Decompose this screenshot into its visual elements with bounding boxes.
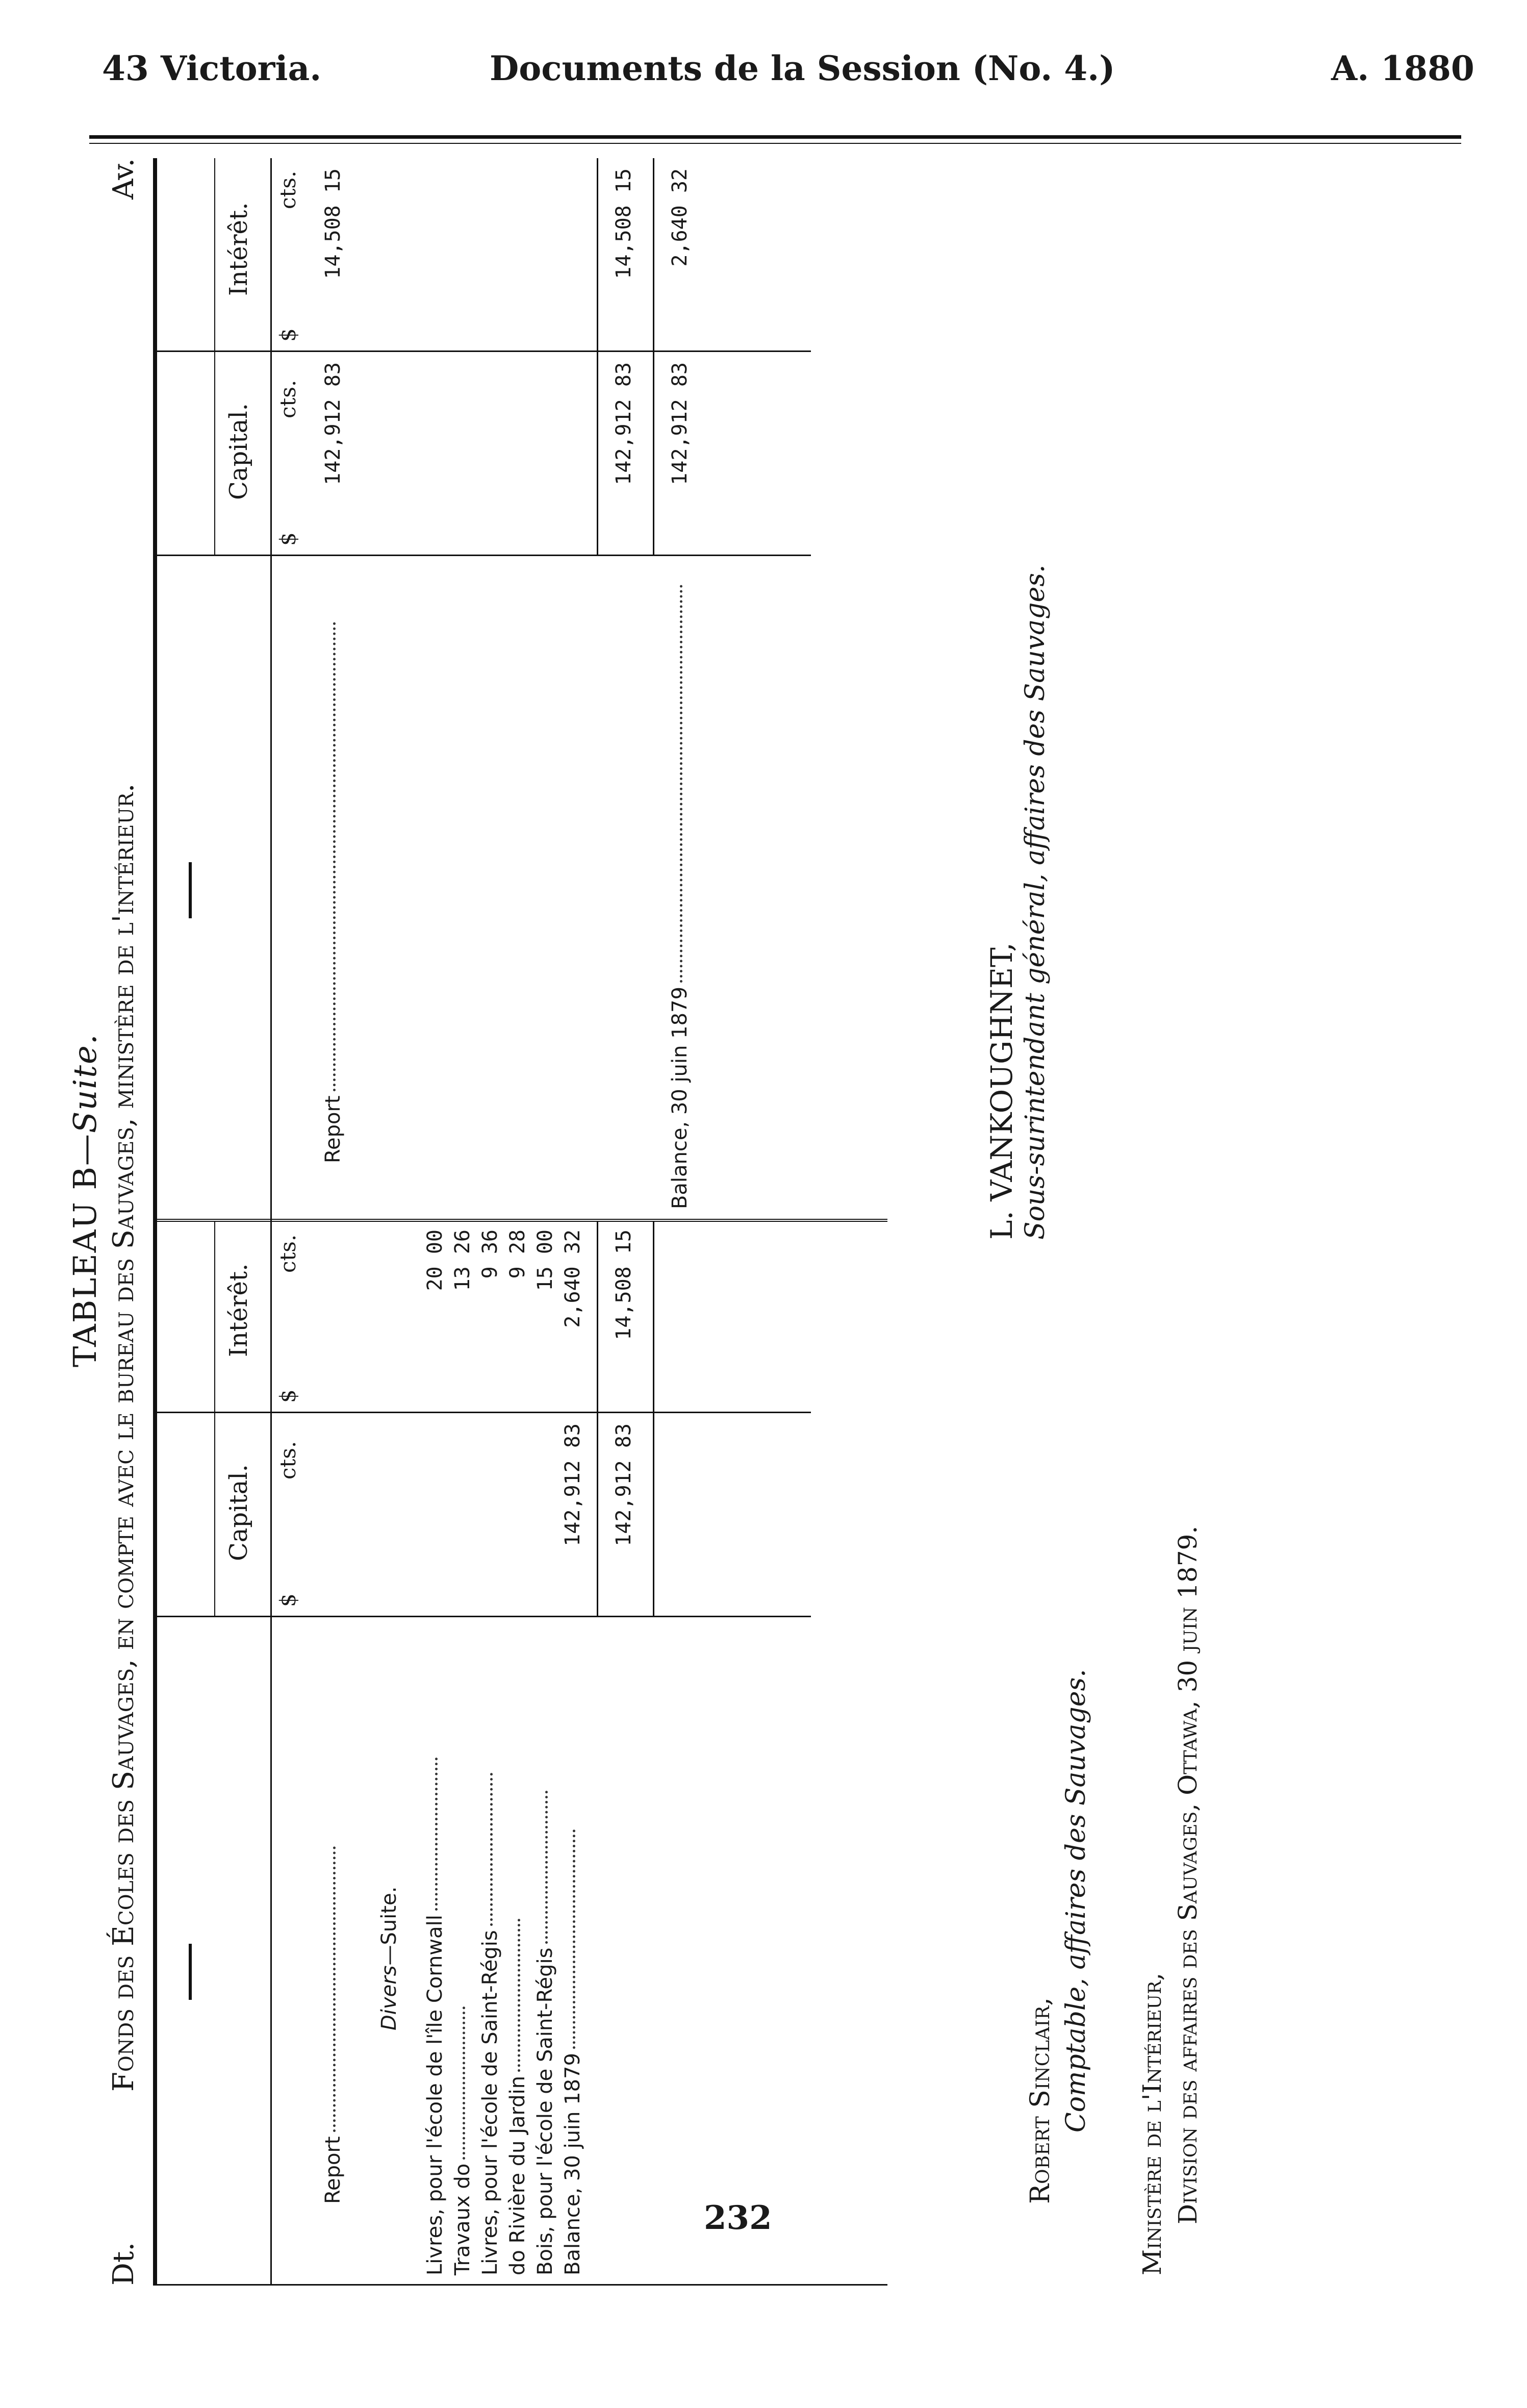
row-bois-saint-regis [533, 1791, 557, 2275]
right-balance-label: Balance, 30 juin 1879 [668, 986, 692, 1209]
left-report-row [321, 1846, 345, 2204]
right-report-row [321, 622, 345, 1163]
divers-heading [377, 1887, 401, 2030]
division-line: Division des affaires des Sauvages, Ottawa, 30 juin 1879. [1173, 1525, 1203, 2224]
right-signatory-title: Sous-surintendant général, affaires des Sauvages. [1020, 564, 1051, 1240]
row-label: Bois, pour l'école de Saint-Régis [533, 1947, 557, 2275]
row-label: Livres, pour l'école de Saint-Régis [478, 1930, 502, 2275]
ministry-line: Ministère de l'Intérieur, [1137, 1972, 1167, 2275]
table-left-edge [153, 2284, 887, 2286]
row-livres-cornwall [423, 1758, 447, 2275]
interet-riviere-du-jardin: 9 28 [506, 1230, 529, 1279]
left-signatory-title: Comptable, affaires des Sauvages. [1061, 1669, 1091, 2133]
leader-dots [333, 622, 336, 1091]
right-interet-header: Intérêt. [224, 202, 253, 296]
right-interet-cts: cts. [275, 170, 300, 209]
table-title [66, 1033, 104, 1367]
right-report-interet: 14,508 15 [321, 168, 345, 279]
table-middle-divider [153, 1219, 887, 1222]
left-capital-dollar: $ [275, 1593, 300, 1607]
row-label: Travaux do [451, 2163, 474, 2275]
debit-label: Dt. [107, 2242, 140, 2286]
divers-suite: —Suite. [377, 1886, 401, 1966]
right-interet-col-divider [153, 350, 811, 352]
left-total-rule [597, 1222, 598, 1617]
table-header-rule [270, 158, 272, 2286]
left-capital-header: Capital. [224, 1464, 253, 1561]
left-colhead-rule [214, 1222, 215, 1617]
row-livres-saint-regis [478, 1773, 502, 2275]
table-subtitle: Fonds des Écoles des Sauvages, en compte avec le bureau des Sauvages, ministère de l'intérieur. [107, 783, 140, 2092]
interet-cornwall: 20 00 [423, 1230, 447, 1291]
leader-dots [490, 1773, 493, 1926]
rotated-table-sheet [66, 158, 1443, 2286]
left-interet-dollar: $ [275, 1389, 300, 1403]
left-signatory-name: Robert Sinclair, [1025, 1997, 1056, 2204]
right-colhead-rule [214, 158, 215, 556]
divers-label: Divers [377, 1965, 401, 2030]
table-top-rule [153, 158, 157, 2286]
table-title-suite: Suite. [66, 1033, 104, 1133]
row-balance-left [561, 1829, 584, 2275]
left-total-capital: 142,912 83 [612, 1423, 635, 1546]
header-year: A. 1880 [1331, 48, 1474, 88]
right-capital-cts: cts. [275, 380, 300, 418]
row-label: do Rivière du Jardin [506, 2075, 529, 2275]
right-balance-interet: 2,640 32 [668, 168, 692, 267]
right-report-capital: 142,912 83 [321, 362, 345, 485]
left-interet-cts: cts. [275, 1234, 300, 1273]
right-total-capital: 142,912 83 [612, 362, 635, 485]
right-balance-row [668, 585, 692, 1209]
page-number: 232 [704, 2199, 772, 2237]
right-balance-capital: 142,912 83 [668, 362, 692, 485]
left-description-dash [189, 1944, 192, 2000]
interet-bois: 15 00 [533, 1230, 557, 1291]
left-capital-cts: cts. [275, 1441, 300, 1479]
left-capital-col-divider [153, 1616, 811, 1617]
leader-dots [573, 1829, 575, 2049]
row-travaux [451, 2006, 474, 2275]
right-signatory-name: L. VANKOUGHNET, [984, 942, 1019, 1240]
row-riviere-du-jardin [506, 1919, 529, 2275]
left-balance-capital: 142,912 83 [561, 1423, 584, 1546]
header-document-title: Documents de la Session (No. 4.) [490, 48, 1115, 88]
right-capital-header: Capital. [224, 403, 253, 500]
right-description-dash [189, 862, 192, 918]
right-total-underline [653, 158, 654, 556]
interet-travaux: 13 26 [451, 1230, 474, 1291]
interet-balance-left: 2,640 32 [561, 1230, 584, 1328]
leader-dots [545, 1791, 548, 1944]
header-rule-thin [89, 143, 1461, 144]
header-rule-thick [89, 135, 1461, 139]
left-report-label: Report [321, 2136, 345, 2204]
interet-saint-regis: 9 36 [478, 1230, 502, 1279]
left-interet-col-divider [153, 1412, 811, 1413]
leader-dots [680, 585, 682, 983]
right-total-interet: 14,508 15 [612, 168, 635, 279]
left-total-underline [653, 1222, 654, 1617]
leader-dots [333, 1846, 336, 2132]
row-label: Balance, 30 juin 1879 [561, 2052, 584, 2275]
leader-dots [518, 1919, 520, 2072]
credit-label: Av. [107, 158, 140, 199]
right-capital-dollar: $ [275, 532, 300, 546]
right-capital-col-divider [153, 555, 811, 556]
header-session-year: 43 Victoria. [102, 48, 322, 88]
table-title-main: TABLEAU B— [66, 1133, 104, 1367]
right-total-rule [597, 158, 598, 556]
right-interet-dollar: $ [275, 328, 300, 342]
left-interet-header: Intérêt. [224, 1263, 253, 1357]
right-report-label: Report [321, 1095, 345, 1163]
leader-dots [435, 1758, 438, 1911]
leader-dots [463, 2006, 465, 2160]
left-total-interet: 14,508 15 [612, 1230, 635, 1340]
row-label: Livres, pour l'école de l'île Cornwall [423, 1915, 447, 2275]
